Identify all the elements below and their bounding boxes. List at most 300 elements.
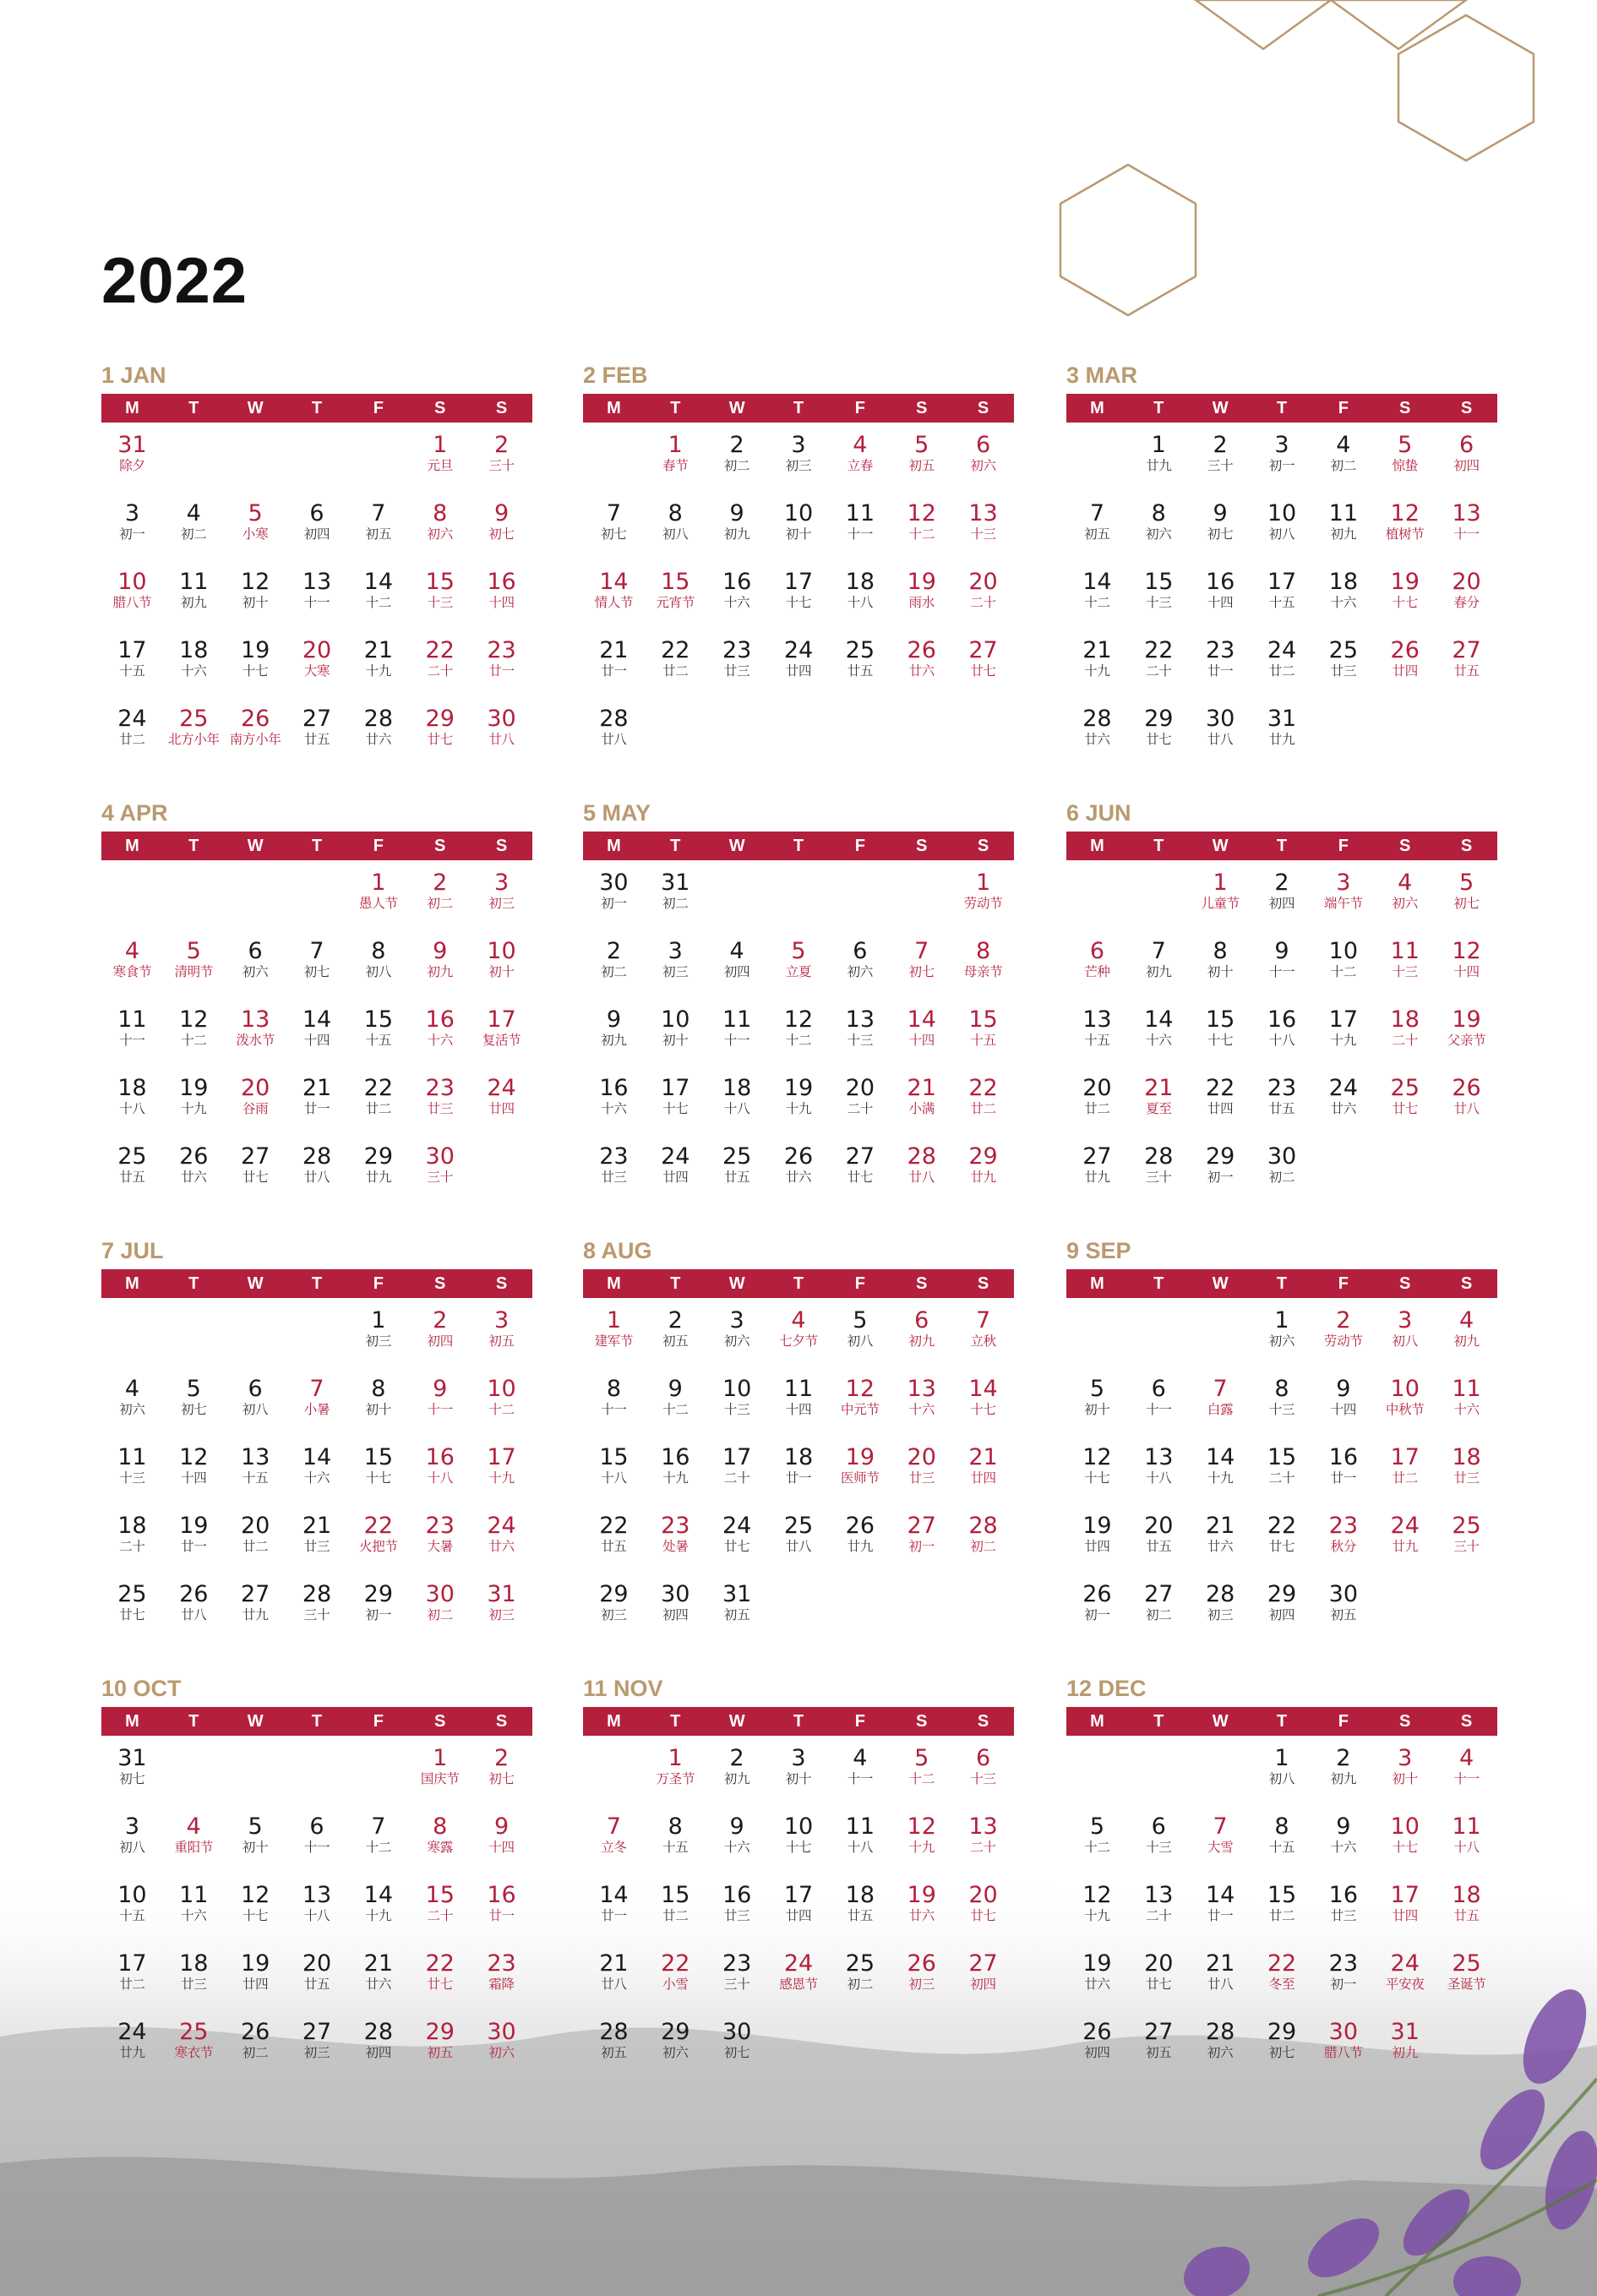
lunar-label: 廿二	[365, 1101, 392, 1116]
empty-day-cell	[225, 423, 286, 491]
day-number: 20	[1144, 1513, 1174, 1539]
weekday-label: M	[125, 1712, 139, 1731]
weekday-label: T	[670, 399, 681, 417]
day-number: 24	[1267, 637, 1297, 663]
lunar-label: 初七	[119, 1771, 145, 1786]
lunar-label: 初一	[908, 1539, 935, 1554]
lunar-label: 十二	[488, 1402, 515, 1417]
weekday-label: T	[311, 399, 323, 417]
day-cell	[1436, 1941, 1497, 2010]
day-cell	[1436, 491, 1497, 559]
weekday-label: T	[188, 837, 199, 855]
lunar-label: 廿八	[601, 732, 627, 747]
day-number: 24	[783, 1950, 814, 1977]
lunar-label: 初八	[1268, 1771, 1295, 1786]
day-number: 9	[493, 500, 510, 526]
lunar-label: 十五	[242, 1470, 269, 1486]
lunar-label: 初十	[785, 1771, 812, 1786]
weekday-label: W	[1212, 399, 1229, 417]
lunar-label: 二十	[1146, 1908, 1172, 1923]
day-cell	[829, 1804, 891, 1873]
day-number: 27	[968, 1950, 998, 1977]
day-number: 15	[661, 569, 690, 595]
day-cell	[1066, 491, 1128, 559]
lunar-label: 廿二	[1084, 1101, 1110, 1116]
day-cell	[286, 2010, 348, 2078]
day-cell	[1436, 423, 1497, 491]
day-cell	[1251, 1804, 1313, 1873]
day-cell	[891, 1941, 952, 2010]
lunar-label: 初九	[723, 526, 750, 542]
lunar-label: 谷雨	[242, 1101, 269, 1116]
lunar-label: 腊八节	[1324, 2045, 1363, 2060]
lunar-label: 十三	[1146, 1840, 1172, 1855]
day-number: 29	[363, 1143, 394, 1170]
day-number: 23	[1328, 1513, 1359, 1539]
lunar-label: 廿八	[908, 1170, 935, 1185]
day-number: 6	[248, 938, 263, 964]
day-cell	[583, 559, 645, 628]
lunar-label: 廿九	[1146, 458, 1172, 473]
month-title: 12 DEC	[1066, 1676, 1147, 1701]
day-cell	[163, 1503, 225, 1572]
day-cell	[768, 1298, 830, 1366]
day-cell	[1066, 2010, 1128, 2078]
day-number: 29	[968, 1143, 998, 1170]
lunar-label: 初二	[970, 1539, 996, 1554]
month-title: 7 JUL	[101, 1238, 164, 1263]
lunar-label: 初八	[847, 1333, 874, 1349]
day-cell	[1190, 1503, 1251, 1572]
day-number: 30	[487, 2019, 516, 2045]
day-cell	[1190, 1066, 1251, 1134]
lunar-label: 廿四	[242, 1977, 269, 1992]
day-cell	[101, 1873, 163, 1941]
day-number: 28	[599, 706, 629, 732]
empty-day-cell	[286, 1298, 348, 1366]
day-cell	[347, 1066, 409, 1134]
lunar-label: 雨水	[908, 595, 935, 610]
lunar-label: 初二	[427, 896, 453, 911]
weekday-label: T	[188, 399, 199, 417]
day-cell	[163, 1066, 225, 1134]
lunar-label: 三十	[1207, 458, 1234, 473]
day-number: 9	[1274, 938, 1289, 964]
empty-day-cell	[101, 860, 163, 929]
day-number: 15	[425, 1882, 455, 1908]
lunar-label: 平安夜	[1385, 1977, 1425, 1992]
day-number: 6	[309, 1813, 324, 1840]
day-cell	[706, 1503, 768, 1572]
day-number: 12	[240, 569, 270, 595]
day-cell	[645, 2010, 706, 2078]
lunar-label: 初二	[1268, 1170, 1295, 1185]
weekday-label: S	[434, 1274, 446, 1293]
day-number: 22	[1267, 1513, 1297, 1539]
lunar-label: 夏至	[1146, 1101, 1172, 1116]
lunar-label: 十一	[847, 1771, 874, 1786]
day-cell	[891, 1804, 952, 1873]
lunar-label: 廿一	[785, 1470, 812, 1486]
lunar-label: 冬至	[1268, 1977, 1295, 1992]
day-number: 21	[363, 1950, 394, 1977]
day-number: 13	[302, 569, 332, 595]
lunar-label: 初十	[1207, 964, 1234, 979]
day-cell	[471, 1941, 532, 2010]
day-cell	[225, 559, 286, 628]
day-cell	[1190, 929, 1251, 997]
day-cell	[706, 1435, 768, 1503]
day-cell	[286, 491, 348, 559]
day-number: 23	[487, 637, 516, 663]
day-number: 21	[968, 1444, 998, 1470]
weekday-label: S	[977, 1712, 989, 1731]
day-cell	[1190, 559, 1251, 628]
weekday-label: F	[373, 1274, 384, 1293]
day-cell	[1251, 2010, 1313, 2078]
lunar-label: 十七	[785, 595, 812, 610]
day-number: 1	[668, 1745, 683, 1771]
day-number: 14	[302, 1006, 332, 1033]
lunar-label: 初五	[427, 2045, 453, 2060]
day-number: 29	[363, 1581, 394, 1607]
day-cell	[471, 929, 532, 997]
lunar-label: 廿三	[1330, 1908, 1357, 1923]
day-cell	[645, 1066, 706, 1134]
day-cell	[1374, 1435, 1436, 1503]
day-cell	[286, 1503, 348, 1572]
day-number: 15	[425, 569, 455, 595]
lunar-label: 廿三	[1330, 663, 1357, 679]
day-cell	[1251, 1736, 1313, 1804]
weekday-header	[1066, 1707, 1497, 1736]
weekday-label: F	[1338, 1274, 1349, 1293]
day-number: 22	[1205, 1075, 1235, 1101]
day-cell	[706, 1736, 768, 1804]
weekday-label: W	[1212, 1712, 1229, 1731]
day-grid	[583, 423, 1014, 765]
day-number: 18	[722, 1075, 752, 1101]
lunar-label: 廿五	[1268, 1101, 1295, 1116]
day-number: 16	[1328, 1444, 1359, 1470]
lunar-label: 十八	[601, 1470, 627, 1486]
lunar-label: 廿一	[1207, 663, 1234, 679]
day-cell	[471, 491, 532, 559]
day-cell	[583, 1435, 645, 1503]
day-number: 23	[722, 1950, 752, 1977]
lunar-label: 初七	[908, 964, 935, 979]
day-cell	[1374, 1873, 1436, 1941]
day-number: 23	[425, 1075, 455, 1101]
day-cell	[583, 1298, 645, 1366]
lunar-label: 二十	[119, 1539, 145, 1554]
day-cell	[583, 929, 645, 997]
day-number: 6	[1151, 1813, 1166, 1840]
lunar-label: 十四	[488, 595, 515, 610]
day-number: 2	[668, 1307, 683, 1333]
lunar-label: 廿五	[119, 1170, 145, 1185]
lunar-label: 廿五	[1453, 663, 1480, 679]
weekday-label: S	[977, 399, 989, 417]
day-number: 14	[1205, 1444, 1235, 1470]
lunar-label: 十七	[662, 1101, 689, 1116]
day-number: 13	[968, 500, 998, 526]
day-cell	[163, 696, 225, 765]
day-number: 18	[1390, 1006, 1420, 1033]
day-number: 5	[914, 432, 929, 458]
weekday-label: S	[434, 399, 446, 417]
day-number: 10	[783, 500, 814, 526]
lunar-label: 十九	[1084, 663, 1110, 679]
day-number: 27	[1082, 1143, 1112, 1170]
day-number: 10	[722, 1376, 752, 1402]
lunar-label: 廿九	[1392, 1539, 1418, 1554]
month-title: 5 MAY	[583, 800, 651, 826]
day-cell	[1312, 1572, 1374, 1640]
day-cell	[952, 1941, 1014, 2010]
month-title: 3 MAR	[1066, 363, 1138, 388]
lunar-label: 十八	[119, 1101, 145, 1116]
lunar-label: 初八	[1268, 526, 1295, 542]
weekday-label: S	[1399, 1712, 1411, 1731]
lunar-label: 初四	[970, 1977, 996, 1992]
day-number: 28	[302, 1143, 332, 1170]
day-number: 16	[425, 1006, 455, 1033]
day-cell	[1374, 997, 1436, 1066]
lunar-label: 惊蛰	[1392, 458, 1418, 473]
day-number: 25	[783, 1513, 814, 1539]
day-cell	[471, 559, 532, 628]
day-cell	[471, 1503, 532, 1572]
day-cell	[1436, 1298, 1497, 1366]
month-title: 9 SEP	[1066, 1238, 1131, 1263]
weekday-label: T	[1276, 837, 1288, 855]
day-cell	[471, 1736, 532, 1804]
lunar-label: 二十	[1146, 663, 1172, 679]
lunar-label: 初一	[1330, 1977, 1357, 1992]
day-number: 11	[783, 1376, 814, 1402]
day-cell	[952, 1804, 1014, 1873]
day-number: 19	[1082, 1513, 1112, 1539]
lunar-label: 二十	[1392, 1033, 1418, 1048]
day-number: 5	[1089, 1376, 1105, 1402]
day-cell	[1066, 1804, 1128, 1873]
day-cell	[286, 559, 348, 628]
weekday-label: W	[728, 1274, 745, 1293]
lunar-label: 廿一	[1207, 1908, 1234, 1923]
day-cell	[1128, 1804, 1190, 1873]
lunar-label: 初六	[847, 964, 874, 979]
lunar-label: 廿五	[1453, 1908, 1480, 1923]
day-number: 18	[179, 1950, 209, 1977]
day-number: 20	[1452, 569, 1481, 595]
day-cell	[829, 1066, 891, 1134]
lunar-label: 白露	[1207, 1402, 1234, 1417]
day-number: 22	[661, 637, 690, 663]
day-cell	[471, 423, 532, 491]
day-grid	[101, 423, 532, 765]
weekday-header	[1066, 1269, 1497, 1298]
day-cell	[891, 1066, 952, 1134]
day-number: 25	[179, 2019, 209, 2045]
lunar-label: 十九	[488, 1470, 515, 1486]
day-cell	[1128, 1366, 1190, 1435]
lunar-label: 二十	[723, 1470, 750, 1486]
weekday-label: F	[1338, 837, 1349, 855]
day-number: 16	[722, 569, 752, 595]
day-cell	[952, 1873, 1014, 1941]
lunar-label: 十一	[601, 1402, 627, 1417]
month-calendar	[101, 799, 532, 1203]
day-cell	[1251, 929, 1313, 997]
day-number: 28	[1082, 706, 1112, 732]
day-number: 7	[1213, 1813, 1228, 1840]
day-number: 27	[1144, 2019, 1174, 2045]
lunar-label: 三十	[303, 1607, 330, 1622]
day-number: 5	[248, 1813, 263, 1840]
day-number: 20	[968, 1882, 998, 1908]
lunar-label: 初十	[242, 595, 269, 610]
lunar-label: 十五	[1268, 1840, 1295, 1855]
lunar-label: 十三	[970, 1771, 996, 1786]
lunar-label: 北方小年	[167, 732, 220, 747]
lunar-label: 十四	[785, 1402, 812, 1417]
day-number: 20	[240, 1513, 270, 1539]
day-number: 26	[1390, 637, 1420, 663]
lunar-label: 十四	[181, 1470, 207, 1486]
day-number: 17	[1328, 1006, 1359, 1033]
lunar-label: 初三	[662, 964, 689, 979]
day-cell	[1190, 423, 1251, 491]
day-cell	[583, 696, 645, 765]
lunar-label: 二十	[847, 1101, 874, 1116]
weekday-label: S	[1399, 837, 1411, 855]
empty-day-cell	[286, 1736, 348, 1804]
day-cell	[706, 929, 768, 997]
day-cell	[891, 423, 952, 491]
lunar-label: 十一	[847, 526, 874, 542]
day-cell	[1066, 628, 1128, 696]
lunar-label: 廿一	[601, 1908, 627, 1923]
day-cell	[645, 1366, 706, 1435]
day-number: 10	[117, 1882, 147, 1908]
lunar-label: 廿二	[119, 732, 145, 747]
lunar-label: 三十	[488, 458, 515, 473]
day-number: 29	[1267, 2019, 1297, 2045]
day-cell	[1251, 860, 1313, 929]
lunar-label: 元旦	[427, 458, 453, 473]
day-number: 15	[1205, 1006, 1235, 1033]
day-number: 15	[599, 1444, 629, 1470]
day-number: 8	[371, 1376, 386, 1402]
weekday-label: W	[1212, 1274, 1229, 1293]
day-number: 14	[1082, 569, 1112, 595]
day-number: 5	[1458, 870, 1474, 896]
day-number: 12	[179, 1006, 209, 1033]
day-cell	[1066, 1503, 1128, 1572]
lunar-label: 初九	[1453, 1333, 1480, 1349]
empty-day-cell	[1066, 1736, 1128, 1804]
day-number: 13	[968, 1813, 998, 1840]
day-cell	[1436, 860, 1497, 929]
lunar-label: 三十	[1146, 1170, 1172, 1185]
lunar-label: 初八	[242, 1402, 269, 1417]
day-cell	[583, 1572, 645, 1640]
day-cell	[952, 628, 1014, 696]
month-title: 11 NOV	[583, 1676, 663, 1701]
day-number: 4	[853, 432, 868, 458]
day-number: 30	[1328, 2019, 1359, 2045]
lunar-label: 十六	[1453, 1402, 1480, 1417]
day-cell	[471, 1873, 532, 1941]
empty-day-cell	[1066, 860, 1128, 929]
day-cell	[645, 491, 706, 559]
lunar-label: 十五	[365, 1033, 392, 1048]
day-number: 4	[729, 938, 744, 964]
day-cell	[1312, 929, 1374, 997]
day-number: 3	[1274, 432, 1289, 458]
day-number: 8	[1213, 938, 1228, 964]
day-grid	[1066, 423, 1497, 765]
day-number: 8	[1151, 500, 1166, 526]
day-number: 16	[487, 1882, 516, 1908]
day-number: 21	[1144, 1075, 1174, 1101]
lunar-label: 十一	[1146, 1402, 1172, 1417]
lunar-label: 初十	[1084, 1402, 1110, 1417]
day-number: 18	[783, 1444, 814, 1470]
empty-day-cell	[768, 860, 830, 929]
day-number: 14	[599, 569, 629, 595]
day-cell	[1251, 1298, 1313, 1366]
day-cell	[409, 1366, 471, 1435]
day-cell	[891, 491, 952, 559]
lunar-label: 初六	[242, 964, 269, 979]
lunar-label: 十六	[1146, 1033, 1172, 1048]
lunar-label: 初六	[723, 1333, 750, 1349]
day-number: 10	[1328, 938, 1359, 964]
day-cell	[645, 1804, 706, 1873]
day-cell	[347, 1366, 409, 1435]
day-cell	[768, 1804, 830, 1873]
hexagon-shape	[1398, 15, 1534, 161]
day-cell	[829, 1298, 891, 1366]
day-number: 18	[1452, 1882, 1481, 1908]
lunar-label: 廿七	[1146, 1977, 1172, 1992]
day-cell	[1251, 1435, 1313, 1503]
day-cell	[1190, 1873, 1251, 1941]
day-cell	[225, 696, 286, 765]
day-cell	[1190, 628, 1251, 696]
day-number: 2	[729, 1745, 744, 1771]
lunar-label: 十九	[365, 663, 392, 679]
lunar-label: 初一	[119, 526, 145, 542]
weekday-label: M	[607, 1274, 621, 1293]
day-cell	[347, 628, 409, 696]
day-cell	[101, 696, 163, 765]
lunar-label: 初九	[1330, 1771, 1357, 1786]
day-number: 24	[1390, 1950, 1420, 1977]
day-cell	[1251, 696, 1313, 765]
lunar-label: 廿七	[427, 732, 453, 747]
day-cell	[409, 1873, 471, 1941]
day-cell	[891, 1435, 952, 1503]
lunar-label: 十三	[119, 1470, 145, 1486]
lunar-label: 十一	[119, 1033, 145, 1048]
weekday-header	[101, 394, 532, 423]
day-number: 9	[729, 1813, 744, 1840]
day-cell	[706, 1366, 768, 1435]
empty-day-cell	[286, 423, 348, 491]
